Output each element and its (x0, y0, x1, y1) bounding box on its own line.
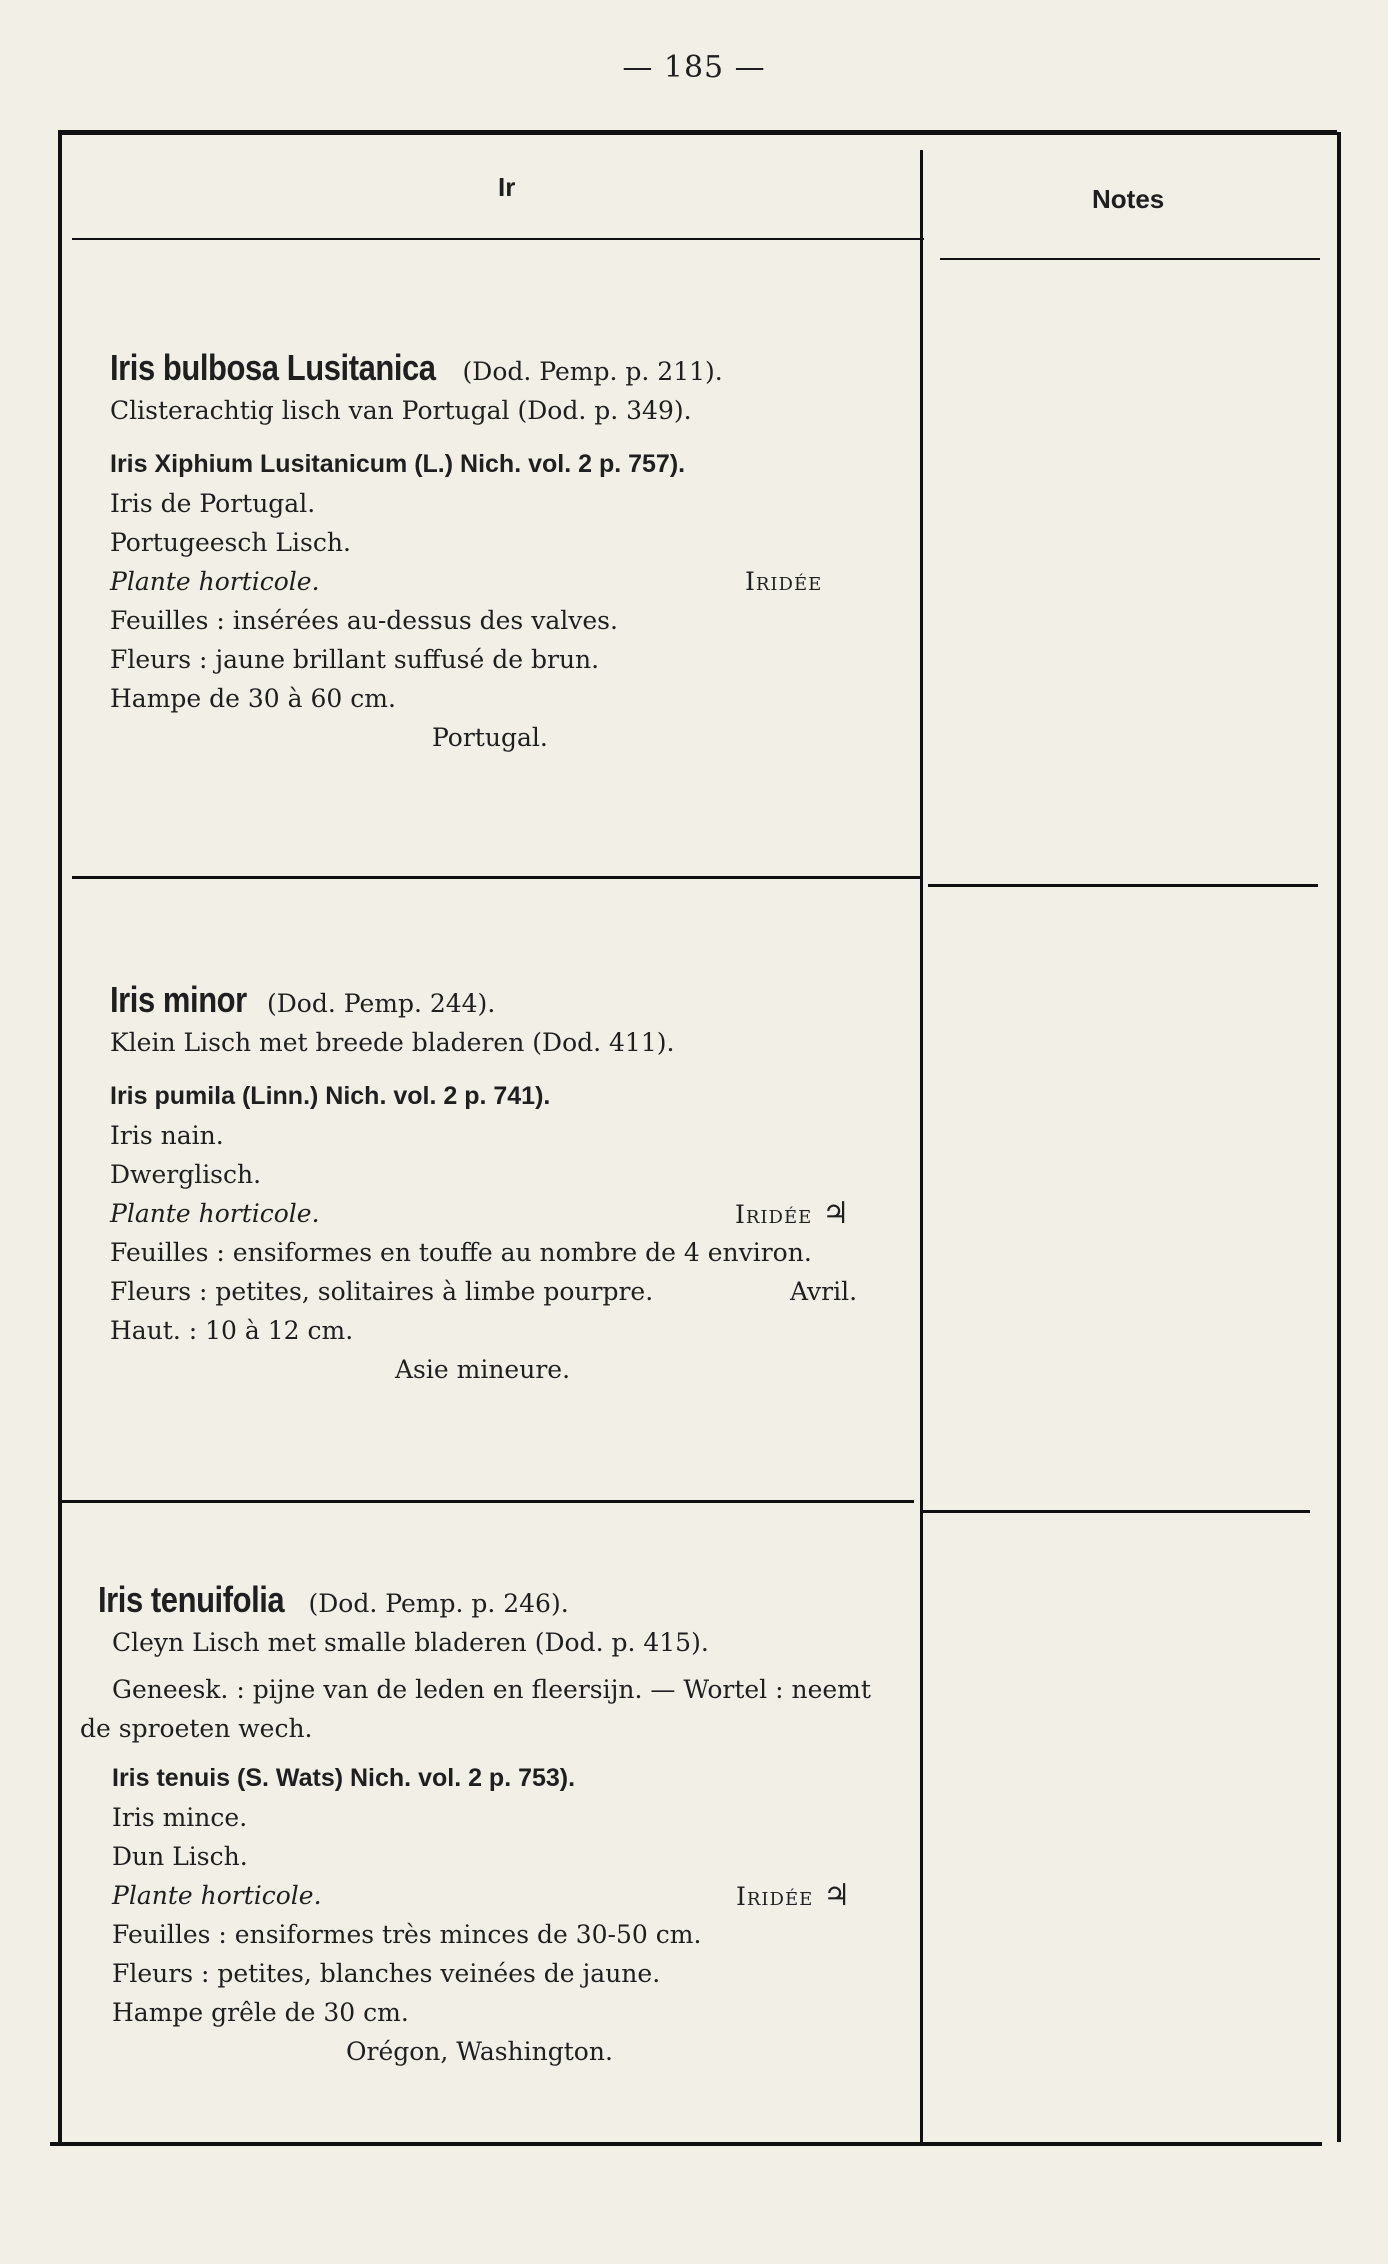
perennial-symbol: ♃ (823, 1878, 852, 1913)
section-rule-2-left (62, 1500, 914, 1503)
page-number: — 185 — (622, 50, 766, 85)
entry-title: Iris tenuifolia (98, 1579, 285, 1620)
entry-ref: (Dod. Pemp. p. 246). (308, 1589, 569, 1618)
header-ir: Ir (498, 172, 516, 202)
entry-line: Feuilles : ensiformes en touffe au nombre de 4 environ. (110, 1238, 812, 1267)
entry-line: Feuilles : ensiformes très minces de 30-50 cm. (112, 1920, 702, 1949)
perennial-symbol: ♃ (822, 1196, 851, 1231)
entry-line: Klein Lisch met breede bladeren (Dod. 411). (110, 1028, 675, 1057)
entry-title-line (98, 1580, 918, 1623)
synonym-line: Iris pumila (Linn.) Nich. vol. 2 p. 741). (110, 1082, 551, 1110)
entry-line: Cleyn Lisch met smalle bladeren (Dod. p. 415). (112, 1628, 709, 1657)
plant-type-line: Plante horticole. Iridée ♃ (98, 1876, 918, 1915)
entry-line: Feuilles : insérées au-dessus des valves. (110, 606, 618, 635)
entry-title-line (110, 980, 930, 1023)
entry-iris-tenuifolia (80, 1579, 918, 2071)
entry-line: Fleurs : jaune brillant suffusé de brun. (110, 645, 600, 674)
entry-ref: (Dod. Pemp. p. 211). (462, 357, 723, 386)
flowering-month: Avril. (790, 1277, 858, 1306)
family-tag: Iridée ♃ (735, 1196, 851, 1231)
plant-type-line: Plante horticole. Iridée (110, 562, 930, 601)
entry-line: Portugeesch Lisch. (110, 528, 351, 557)
entry-line: Iris nain. (110, 1121, 224, 1150)
family-tag: Iridée ♃ (736, 1878, 852, 1913)
entry-title-line (110, 348, 930, 391)
region: Portugal. (432, 723, 548, 752)
header-notes: Notes (1092, 184, 1165, 214)
entry-line: Iris de Portugal. (110, 489, 316, 518)
header-rule-left (72, 238, 924, 240)
entry-line: Clisterachtig lisch van Portugal (Dod. p. 349). (110, 396, 692, 425)
entry-line: Geneesk. : pijne van de leden en fleersijn. — Wortel : neemt (112, 1675, 871, 1704)
entry-iris-bulbosa (110, 348, 930, 757)
entry-line: Iris mince. (112, 1803, 248, 1832)
top-rule (58, 130, 1337, 135)
entry-line: de sproeten wech. (80, 1714, 313, 1743)
synonym-line: Iris Xiphium Lusitanicum (L.) Nich. vol. 2 p. 757). (110, 450, 686, 478)
entry-line: Dwerglisch. (110, 1160, 262, 1189)
entry-line: Dun Lisch. (112, 1842, 248, 1871)
section-rule-2-right (920, 1510, 1310, 1513)
entry-line: Haut. : 10 à 12 cm. (110, 1316, 354, 1345)
section-rule-1-left (72, 876, 922, 879)
plant-type-line: Plante horticole. Iridée ♃ (110, 1194, 930, 1233)
entry-line: Fleurs : petites, blanches veinées de jaune. (112, 1959, 661, 1988)
entry-line: Hampe de 30 à 60 cm. (110, 684, 396, 713)
bottom-rule (50, 2142, 1322, 2146)
entry-iris-minor (110, 980, 930, 1389)
header-rule-right (940, 258, 1320, 260)
entry-title: Iris bulbosa Lusitanica (110, 347, 436, 388)
entry-ref: (Dod. Pemp. 244). (267, 989, 496, 1018)
region: Orégon, Washington. (346, 2037, 613, 2066)
entry-title: Iris minor (110, 979, 247, 1020)
entry-line: Fleurs : petites, solitaires à limbe pourpre. Avril. (110, 1272, 930, 1311)
region: Asie mineure. (395, 1355, 571, 1384)
entry-line: Hampe grêle de 30 cm. (112, 1998, 409, 2027)
section-rule-1-right (928, 884, 1318, 887)
family-tag: Iridée (745, 567, 823, 596)
synonym-line: Iris tenuis (S. Wats) Nich. vol. 2 p. 753). (112, 1764, 576, 1792)
